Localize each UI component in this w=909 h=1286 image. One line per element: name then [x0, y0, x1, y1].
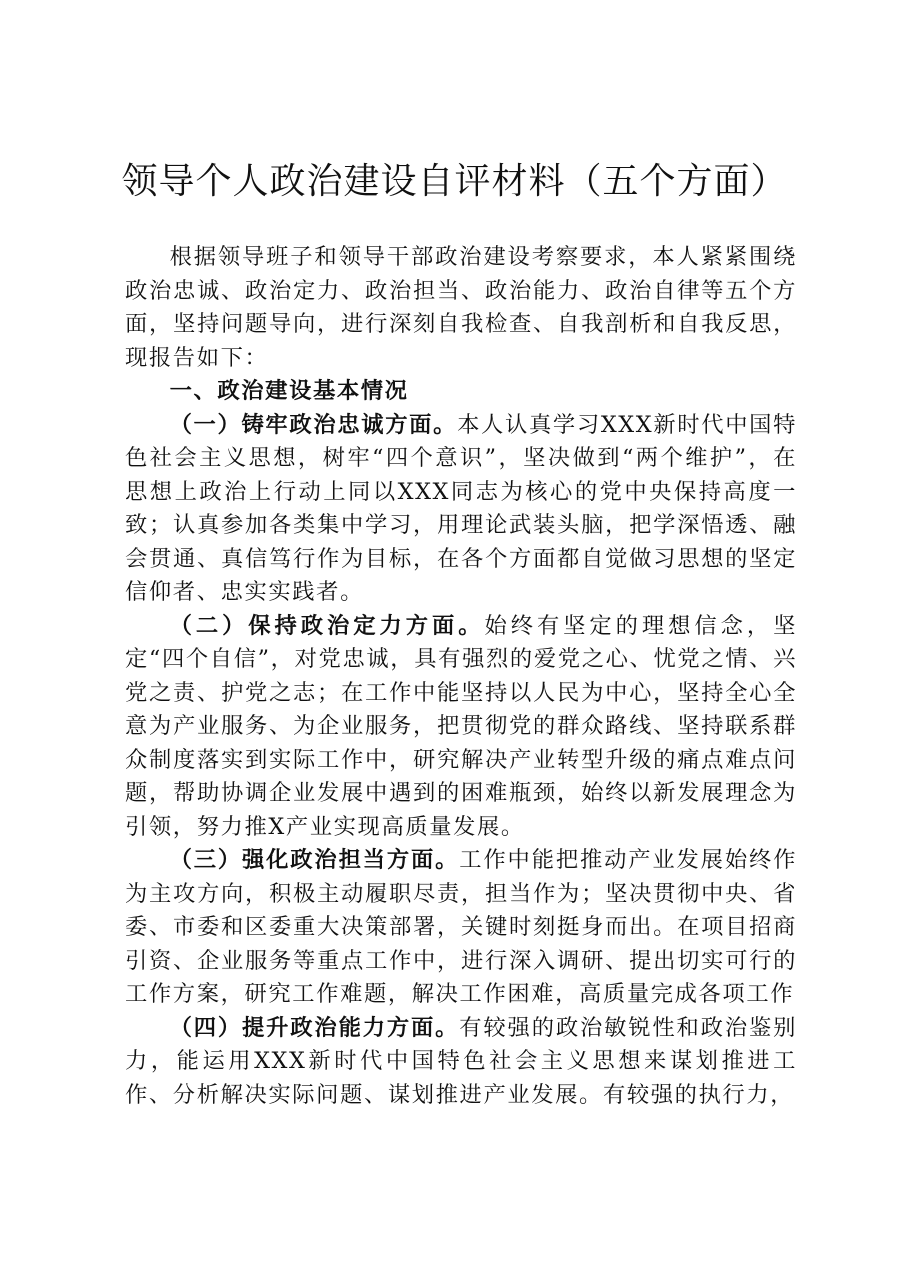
document-title: 领导个人政治建设自评材料（五个方面） [121, 161, 788, 202]
item-text: 本人认真学习XXX新时代中国特色社会主义思想，树牢“四个意识”，坚决做到“两个维护”，在思想上政治上行动上同以XXX同志为核心的党中央保持高度一致；认真参加各类集中学习，用理论武装头脑，把学深悟透、融会贯通、真信笃行作为目标，在各个方面都自觉做习思想的坚定信仰者、忠实实践者。 [125, 411, 798, 605]
item-text: 有较强的政治敏锐性和政治鉴别力，能运用XXX新时代中国特色社会主义思想来谋划推进工作、分析解决实际问题、谋划推进产业发展。有较强的执行力， [125, 1014, 797, 1108]
item-paragraph [125, 610, 797, 845]
item-paragraph [125, 844, 797, 1012]
item-lead: （一）铸牢政治忠诚方面。 [169, 411, 458, 438]
item-text: 始终有坚定的理想信念，坚定“四个自信”，对党忠诚，具有强烈的爱党之心、忧党之情、兴党之责、护党之志；在工作中能坚持以人民为中心，坚持全心全意为产业服务、为企业服务，把贯彻党的群众路线、坚持联系群众制度落实到实际工作中，研究解决产业转型升级的痛点难点问题，帮助协调企业发展中遇到的困难瓶颈，始终以新发展理念为引领，努力推X产业实现高质量发展。 [125, 612, 797, 840]
item-lead: （二）保持政治定力方面。 [169, 612, 485, 639]
item-text: 工作中能把推动产业发展始终作为主攻方向，积极主动履职尽责，担当作为；坚决贯彻中央、省委、市委和区委重大决策部署，关键时刻挺身而出。在项目招商引资、企业服务等重点工作中，进行深入调研、提出切实可行的工作方案，研究工作难题，解决工作困难，高质量完成各项工作 [125, 847, 797, 1007]
intro-paragraph: 根据领导班子和领导干部政治建设考察要求，本人紧紧围绕政治忠诚、政治定力、政治担当、政治能力、政治自律等五个方面，坚持问题导向，进行深刻自我检查、自我剖析和自我反思，现报告如下： [125, 244, 797, 371]
section-heading: 一、政治建设基本情况 [169, 378, 409, 404]
item-lead: （三）强化政治担当方面。 [169, 847, 460, 873]
item-paragraph [125, 409, 797, 610]
item-paragraph [125, 1012, 797, 1113]
item-lead: （四）提升政治能力方面。 [169, 1014, 460, 1041]
document-body [125, 241, 797, 1112]
